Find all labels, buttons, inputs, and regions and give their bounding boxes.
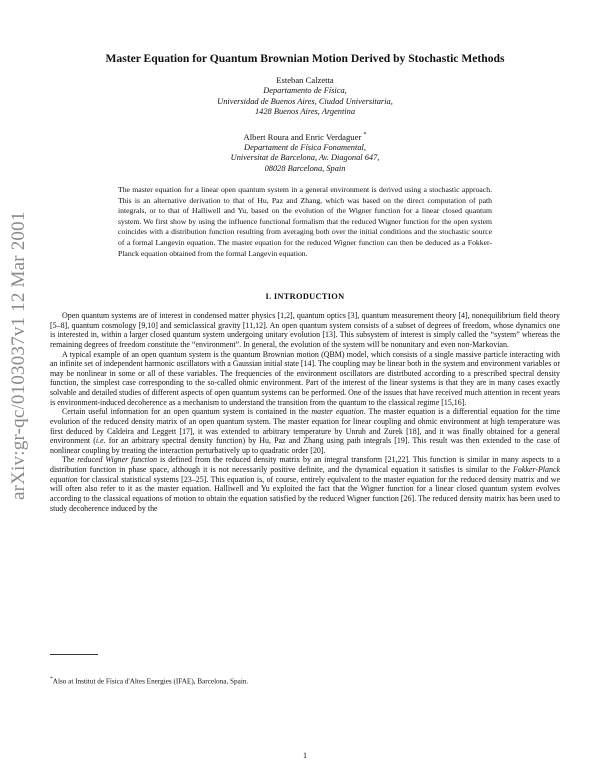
arxiv-identifier: arXiv:gr-qc/0103037v1 12 Mar 2001	[8, 211, 29, 500]
text-run: is defined from the reduced density matrix by an integral transform [21,22]. This function is similar in many aspects to a distribution function in phase space, although it is not necessarily positive definite, and the dynamical equation it satisfies is similar to the	[50, 455, 560, 474]
author-name: Esteban Calzetta	[276, 75, 334, 85]
author-block-2	[50, 130, 560, 175]
text-run: Certain useful information for an open quantum system is contained in the	[62, 407, 312, 417]
paragraph	[50, 455, 560, 513]
affiliation-address: 08028 Barcelona, Spain	[264, 164, 346, 174]
body-text	[50, 311, 560, 513]
section-heading: I. INTRODUCTION	[265, 292, 345, 301]
affiliation-dept: Departamento de Física,	[263, 85, 347, 95]
text-run: for an arbitrary spectral density function) by Hu, Paz and Zhang using path integrals [19]. This result was then extended to the case of nonlinear coupling by treating the interaction perturbatively up to quadratic order [20].	[50, 436, 560, 455]
page-number: 1	[303, 751, 307, 760]
paper-title: Master Equation for Quantum Brownian Motion Derived by Stochastic Methods	[105, 52, 505, 65]
affiliation-university: Universidad de Buenos Aires, Ciudad Universitaria,	[217, 96, 393, 106]
text-run: The	[62, 455, 78, 465]
affiliation-dept: Departament de Física Fonamental,	[244, 142, 366, 152]
text-run: . The master equation is a differential equation for the time evolution of the reduced density matrix of an open quantum system. The master equation for linear coupling and ohmic environment at high temperature was first deduced by Caldeira and Leggett [17], it was extended to arbitrary temperature by Unruh and Zurek [18], and it was finally obtained for a general environment (	[50, 407, 561, 446]
footnote-text: Also at Institut de Física d'Altes Energies (IFAE), Barcelona, Spain.	[52, 677, 249, 686]
text-run: for classical statistical systems [23–25]. This equation is, of course, entirely equivalent to the master equation for the reduced density matrix and we will often also refer to it as the master equation. Halliwell and Yu exploited the fact that the Wigner function for a linear closed quantum system evolves according to the classical equations of motion to obtain the equation satisfied by the reduced Wigner function [26]. The reduced density matrix has been used to study decoherence induced by the	[50, 474, 560, 513]
affiliation-address: 1428 Buenos Aires, Argentina	[254, 107, 356, 117]
footnote-divider	[50, 654, 98, 655]
footnote	[50, 676, 560, 685]
emphasis: reduced Wigner function	[77, 455, 158, 465]
author-block-1	[50, 75, 560, 118]
footnote-mark: *	[50, 676, 53, 682]
emphasis: i.e.	[95, 436, 106, 446]
paragraph: A typical example of an open quantum system is the quantum Brownian motion (QBM) model, which consists of a single massive particle interacting with an infinite set of independent harmonic oscillators with a Gaussian initial state [14]. The coupling may be linear both in the system and environment variables or may be nonlinear in some or all of these variables. The frequencies of the environment oscillators are distributed according to a prescribed spectral density function, the simplest case corresponding to the so-called ohmic environment. Part of the interest of the linear systems is that they are in many cases exactly solvable and detailed studies of different aspects of open quantum systems can be performed. One of the issues that have received much attention in recent years is environment-induced decoherence as a mechanism to understand the transition from the quantum to the classical regime [15,16].	[50, 349, 560, 407]
affiliation-university: Universitat de Barcelona, Av. Diagonal 647,	[230, 153, 380, 163]
emphasis: Fokker-Planck equation	[50, 465, 560, 484]
paragraph: Open quantum systems are of interest in condensed matter physics [1,2], quantum optics [3], quantum measurement theory [4], nonequilibrium field theory [5–8], quantum cosmology [9,10] and semiclassical gravity [11,12]. An open quantum system consists of a subset of degrees of freedom, whose dynamics one is interested in, within a larger closed quantum system undergoing unitary evolution [13]. This subsystem of interest is simply called the “system” whereas the remaining degrees of freedom constitute the “environment”. In general, the evolution of the system will be nonunitary and even non-Markovian.	[50, 311, 560, 349]
abstract: The master equation for a linear open quantum system in a general environment is derived using a stochastic approach. This is an alternative derivation to that of Hu, Paz and Zhang, which was based on the direct computation of path integrals, or to that of Halliwell and Yu, based on the evolution of the Wigner function for a linear closed quantum system. We first show by using the influence functional formalism that the reduced Wigner function for the open system coincides with a distribution function resulting from averaging both over the initial conditions and the stochastic source of a formal Langevin equation. The master equation for the reduced Wigner function can then be deduced as a Fokker-Planck equation obtained from the formal Langevin equation.	[118, 185, 492, 258]
paragraph	[50, 407, 560, 455]
emphasis: master equation	[311, 407, 364, 417]
author-names	[50, 130, 560, 143]
author-footnote-mark: *	[363, 132, 367, 138]
author-names-text: Albert Roura and Enric Verdaguer	[243, 131, 362, 142]
